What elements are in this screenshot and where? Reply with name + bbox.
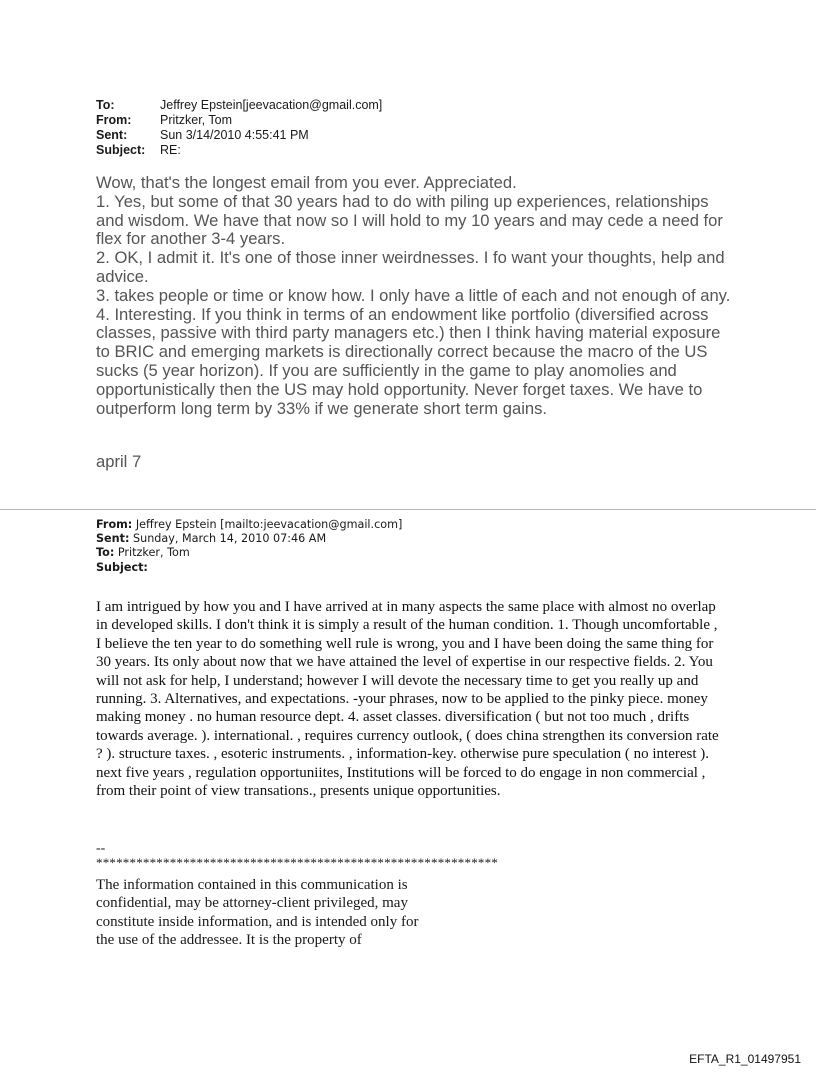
- original-to-value: Pritzker, Tom: [117, 546, 190, 560]
- subject-label: Subject:: [96, 143, 146, 157]
- subject-row: [96, 143, 382, 158]
- disclaimer-line: constitute inside information, and is intended only for: [96, 913, 419, 930]
- signature-dashes: --: [96, 841, 106, 856]
- subject-value: RE:: [160, 143, 181, 157]
- to-row: [96, 98, 382, 113]
- original-sent-row: [96, 532, 402, 546]
- original-subject-row: [96, 561, 402, 575]
- reply-line: Wow, that's the longest email from you ever. Appreciated.: [96, 173, 517, 192]
- disclaimer-line: the use of the addressee. It is the property of: [96, 932, 362, 949]
- reply-line: 1. Yes, but some of that 30 years had to do with piling up experiences, relationships and wisdom. We have that now so I will hold to my 10 years and may cede a need for flex for another 3-4 years.: [96, 191, 723, 249]
- original-sent-value: Sunday, March 14, 2010 07:46 AM: [133, 532, 327, 546]
- disclaimer: [96, 876, 456, 950]
- from-row: [96, 113, 382, 128]
- email-header: [96, 98, 382, 158]
- document-id: EFTA_R1_01497951: [689, 1052, 801, 1066]
- to-value: Jeffrey Epstein[jeevacation@gmail.com]: [160, 98, 383, 112]
- original-from-label: From:: [96, 518, 133, 531]
- disclaimer-line: The information contained in this communication is: [96, 877, 408, 893]
- original-body: I am intrigued by how you and I have arrived at in many aspects the same place with almost no overlap in developed skills. I don't think it is simply a result of the human condition. 1. Though uncomfortable , I believe the ten year to do something well rule is wrong, you and I have been doing the same thing for 30 years. Its only about now that we have attained the level of expertise in our respective fields. 2. You will not ask for help, I understand; however I will devote the necessary time to get you really up and running. 3. Alternatives, and expectations. -your phrases, now to be applied to the pinky piece. money making money . no human resource dept. 4. asset classes. diversification ( but not too much , drifts towards average. ). international. , requires currency outlook, ( does china strengthen its conversion rate ? ). structure taxes. , esoteric instruments. , information-key. otherwise pure speculation ( no interest ). next five years , regulation opportuniites, Institutions will be forced to do engage in non commercial , from their point of view transations., presents unique opportunities.: [96, 599, 719, 800]
- reply-body: [96, 174, 736, 418]
- reply-signoff: april 7: [96, 452, 142, 471]
- to-label: To:: [96, 98, 115, 112]
- sent-value: Sun 3/14/2010 4:55:41 PM: [160, 128, 309, 142]
- sent-row: [96, 128, 382, 143]
- original-from-row: [96, 518, 402, 532]
- disclaimer-line: confidential, may be attorney-client privileged, may: [96, 895, 408, 912]
- original-to-row: [96, 546, 402, 560]
- message-divider: [0, 509, 816, 510]
- original-subject-label: Subject:: [96, 560, 148, 574]
- reply-line: 3. takes people or time or know how. I only have a little of each and not enough of any.: [96, 285, 731, 305]
- original-from-value: Jeffrey Epstein [mailto:jeevacation@gmail.com]: [135, 518, 403, 531]
- original-to-label: To:: [96, 546, 115, 560]
- from-label: From:: [96, 113, 132, 127]
- signature-stars: ************************************************************: [96, 855, 498, 870]
- original-sent-label: Sent:: [96, 532, 130, 546]
- sent-label: Sent:: [96, 128, 128, 142]
- from-value: Pritzker, Tom: [160, 113, 233, 127]
- original-header: [96, 518, 402, 575]
- reply-line: 4. Interesting. If you think in terms of an endowment like portfolio (diversified across classes, passive with third party managers etc.) then I think having material exposure to BRIC and emerging markets is directionally correct because the macro of the US sucks (5 year horizon). If you are sufficiently in the game to play anomolies and opportunistically then the US may hold opportunity. Never forget taxes. We have to outperform long term by 33% if we generate short term gains.: [96, 304, 721, 418]
- reply-line: 2. OK, I admit it. It's one of those inner weirdnesses. I fo want your thoughts, help and advice.: [96, 248, 725, 286]
